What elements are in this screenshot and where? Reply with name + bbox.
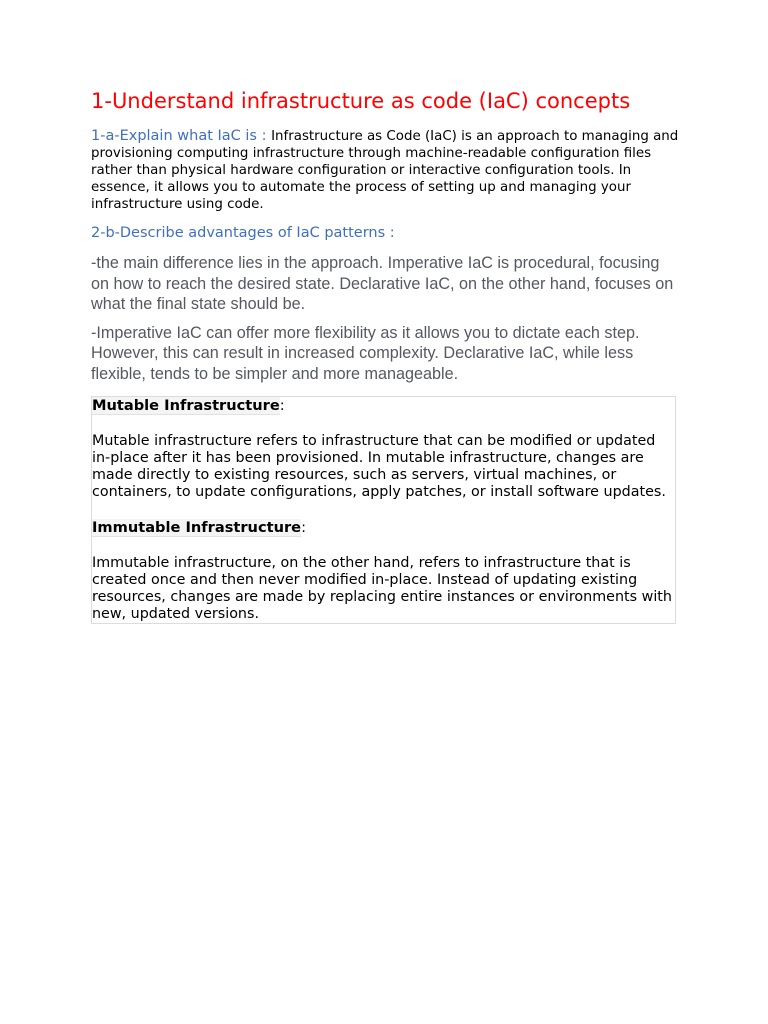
document-content <box>91 86 679 624</box>
immutable-title: Immutable Infrastructure <box>92 519 302 536</box>
approach-paragraph: -the main difference lies in the approach. Imperative IaC is procedural, focusing on how to reach the desired state. Declarative IaC, on the other hand, focuses on what the final state should be. <box>91 254 674 313</box>
mutable-colon: : <box>279 397 285 414</box>
mutable-title-line <box>92 397 675 415</box>
iac-definition-paragraph <box>91 128 679 213</box>
immutable-description: Immutable infrastructure, on the other hand, refers to infrastructure that is created once and then never modified in-place. Instead of updating existing resources, changes are made by replacing entire instances or environments with new, updated versions. <box>92 555 672 622</box>
flexibility-paragraph: -Imperative IaC can offer more flexibility as it allows you to dictate each step. However, this can result in increased complexity. Declarative IaC, while less flexible, tends to be simpler and more manageable. <box>91 323 640 383</box>
immutable-colon: : <box>301 519 306 536</box>
section-b-label: 2-b-Describe advantages of IaC patterns : <box>91 225 395 241</box>
mutable-title: Mutable Infrastructure <box>92 397 280 414</box>
section-a-label: 1-a-Explain what IaC is : <box>91 128 272 144</box>
immutable-title-line <box>92 519 675 537</box>
mutable-description: Mutable infrastructure refers to infrastructure that can be modified or updated in-place after it has been provisioned. In mutable infrastructure, changes are made directly to existing resources, such as servers, virtual machines, or containers, to update configurations, apply patches, or install software updates. <box>92 433 666 500</box>
infrastructure-types-box <box>91 396 676 624</box>
section-a-text: Infrastructure as Code (IaC) is an approach to managing and provisioning computing infrastructure through machine-readable configuration files rather than physical hardware configuration or interactive configuration tools. In essence, it allows you to automate the process of setting up and managing your infrastructure using code. <box>91 129 679 212</box>
main-heading: 1-Understand infrastructure as code (IaC) concepts <box>91 89 631 113</box>
